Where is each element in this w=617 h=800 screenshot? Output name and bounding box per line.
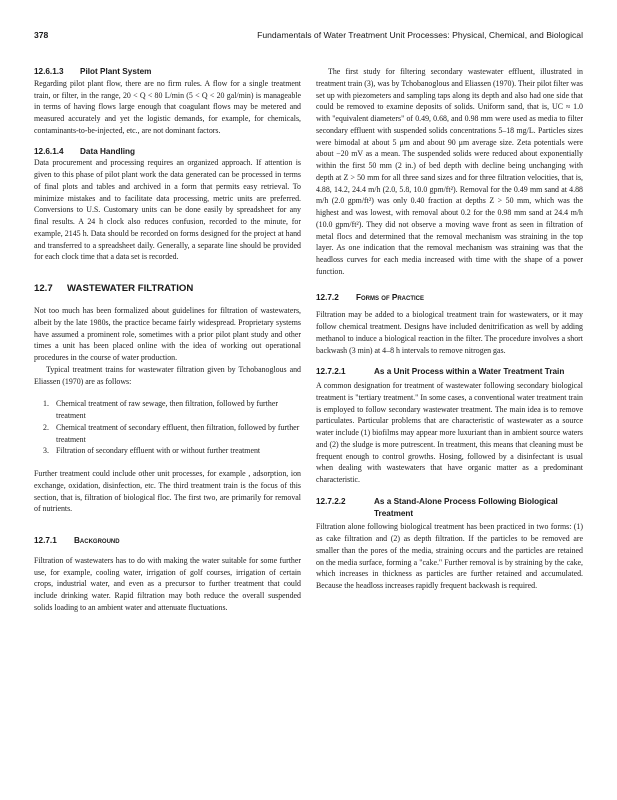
paragraph-unit-process: A common designation for treatment of wastewater following secondary biological treatment is "tertiary treatment." In some cases, a conventional water treatment train is employed to follow secondary wastewater treatment. The main idea is to remove particulates. Particular problems that are characteristic of wastewater as a source water include (1) biofilms may appear more luxuriant than in ambient source waters and (2) the sludge is more putrescent. In treatment, this means that cleaning must be frequent enough to control growths. Hosing, followed by a disinfectant is usual when dealing with wastewaters that have organic matter as a predominant characteristic.	[316, 381, 583, 484]
section-heading-12-7-2-1: 12.7.2.1 As a Unit Process within a Water Treatment Train	[316, 367, 565, 377]
paragraph-background: Filtration of wastewaters has to do with making the water suitable for some further use, for example, cooling water, irrigation of golf courses, irrigation of certain crops, industrial water, and even as a precursor to further treatment that could include drinking water. Rapid filtration may both reduce the overall suspended solids loading to an ambient water and attenuate fluctuations.	[34, 555, 301, 612]
page-number: 378	[34, 30, 49, 40]
paragraph-further-treatment: Further treatment could include other unit processes, for example , adsorption, ion exchange, oxidation, disinfection, etc. The third treatment train is the focus of this section, that is, filtration of biological floc. The first two, are primarily for removal of nutrients.	[34, 469, 301, 514]
running-title: Fundamentals of Water Treatment Unit Processes: Physical, Chemical, and Biological	[257, 30, 583, 40]
section-heading-12-7: 12.7 WASTEWATER FILTRATION	[34, 283, 194, 294]
paragraph-treatment-trains: Typical treatment trains for wastewater filtration given by Tchobanoglous and Eliassen (1970) are as follows:	[34, 364, 301, 386]
running-header	[34, 30, 583, 44]
section-heading-12-6-1-3: 12.6.1.3 Pilot Plant System	[34, 67, 152, 76]
section-heading-12-7-2-2: 12.7.2.2 As a Stand-Alone Process Following Biological Treatment	[316, 496, 558, 518]
section-heading-12-6-1-4: 12.6.1.4 Data Handling	[34, 146, 136, 156]
section-heading-12-7-1: 12.7.1 Background	[34, 536, 120, 545]
list-item: 3. Filtration of secondary effluent with or without further treatment	[43, 446, 261, 456]
section-heading-12-7-2: 12.7.2 Forms of Practice	[316, 292, 425, 302]
paragraph-stand-alone-process: Filtration alone following biological treatment has been practiced in two forms: (1) as cake filtration and (2) as depth filtration. If the particles to be removed are smaller than the pores of the media, straining occurs and the particles are retained on the media surface, forming a "cake." Further removal is by straining by the cake, which increases in thickness as particles are further retained and accumulated. Because the headloss increases rapidly frequent backwash is required.	[316, 522, 583, 590]
paragraph-data-handling: Data procurement and processing requires an organized approach. If attention is given to this phase of pilot plant work the data generated can be processed in terms of final plots and tables and archived in a form that permits easy retrieval. To minimize mistakes and to facilitate data processing, metric units are preferred. Conversions to U.S. Customary units can be done easily by spreadsheet for any final results. A 24 h clock also reduces confusion, recorded to the minute, for example, 2145 h. Data should be recorded on forms designed for the project at hand and transferred to a spreadsheet daily. Generally, a separate line should be provided for each clock time that a data set is recorded.	[34, 158, 301, 262]
paragraph-forms-of-practice: Filtration may be added to a biological treatment train for wastewaters, or it may follow chemical treatment. Designs have included denitrification as well by adding methanol to induce a biological reaction in the filter. The procedure involves a short backwash (3 min) at 4–8 h intervals to remove nitrogen gas.	[316, 310, 583, 355]
paragraph-first-study: The first study for filtering secondary wastewater effluent, illustrated in treatment train (3), was by Tchobanoglous and Eliassen (1970). Their pilot filter was set up with piezometers and sampling taps along its depth and also had one side that could be removed to examine deposits of solids. Uniform sand, that is, UC ≈ 1.0 with "equivalent diameters" of 0.49, 0.68, and 0.98 mm were used as media to filter secondary effluent with suspended solids concentrations 5–18 mg/L. Particles sizes were bimodal at about 5 μm and about 90 μm average size. Zeta potentials were about −20 mV as a mean. The suspended solids were reduced about exponentially within the first 50 mm (2 in.) of bed depth with decline being unchanging with depth at Z > 50 mm for all three sand sizes and for three filtration velocities, that is, 4.88, 14.2, 24.4 m/h (2.0, 5.8, 10.0 gpm/ft²). Removal for the 0.49 mm sand at 4.88 m/h (2.0 gpm/ft²) was only 0.40 fraction at depths Z > 50 mm, which was the highest and was lowest, with removal about 0.2 for the 0.98 mm sand at 24.4 m/h (10.0 gpm/ft²). They did not observe a moving wave front as seen in filtration of metal flocs and determined that the removal mechanism was straining in the top layer. As one indication that the removal mechanism was straining was that the headloss curves for each media increased with time with the shape of a power function.	[316, 67, 583, 276]
left-column	[34, 66, 301, 614]
right-column	[316, 66, 583, 592]
paragraph-wastewater-filtration-intro: Not too much has been formalized about guidelines for filtration of wastewaters, albeit by the late 1980s, the practice became fairly widespread. Proprietary systems have assumed a prominent role, sometimes with a prior pilot plant study and other times a unit has been placed online with the idea of working out operational procedures in the course of water production.	[34, 306, 301, 362]
list-item: 1. Chemical treatment of raw sewage, then filtration, followed by further treatment	[43, 399, 278, 420]
list-item: 2. Chemical treatment of secondary effluent, then filtration, followed by further treatment	[43, 422, 300, 444]
treatment-train-list	[34, 398, 301, 457]
paragraph-pilot-plant-system: Regarding pilot plant flow, there are no firm rules. A flow for a single treatment train, or filter, in the range, 20 < Q < 80 L/min (5 < Q < 20 gal/min) is manageable in terms of having flows large enough that coagulant flows may be metered and measured accurately and yet the logistic demands, for example, for chemicals, contaminants-to-be-injected, etc., are not dominant factors.	[34, 78, 301, 135]
